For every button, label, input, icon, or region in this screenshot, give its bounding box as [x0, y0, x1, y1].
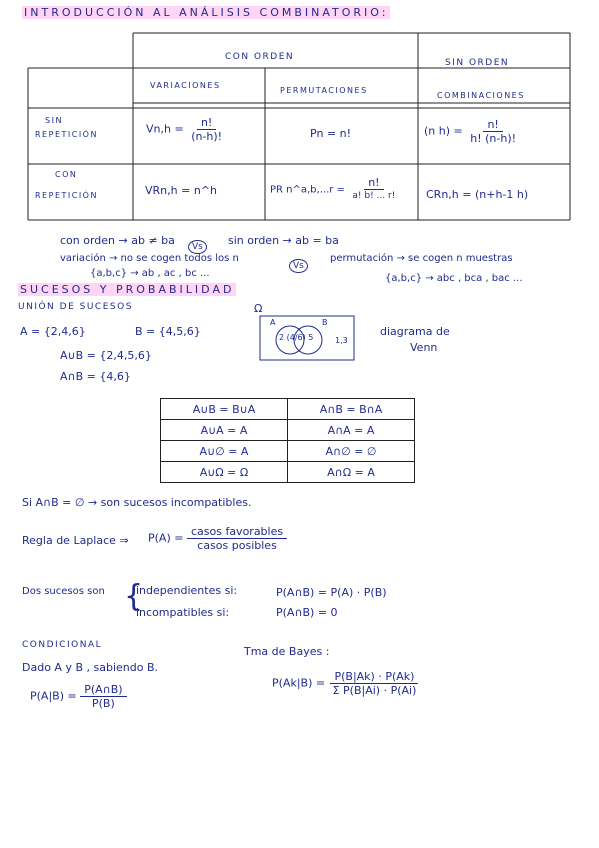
note-sin-orden: sin orden → ab = ba — [228, 234, 339, 247]
union-heading: UNIÓN DE SUCESOS — [18, 302, 133, 312]
condicional-dado: Dado A y B , sabiendo B. — [22, 661, 158, 674]
table-row — [161, 462, 415, 483]
note-variacion-example: {a,b,c} → ab , ac , bc ... — [90, 268, 210, 279]
bayes-numerator: P(B|Ak) · P(Ak) — [330, 670, 418, 684]
condicional-heading: CONDICIONAL — [22, 640, 103, 650]
condicional-lhs: P(A|B) = — [30, 689, 77, 703]
combinaciones-numerator: n! — [483, 118, 502, 132]
incompatibles-label: incompatibles si: — [136, 606, 230, 619]
table-cell: A∪A = A — [161, 420, 288, 441]
combinaciones-formula — [424, 118, 520, 145]
con-repeticion-label-1: CON — [55, 170, 78, 179]
laplace-label: Regla de Laplace ⇒ — [22, 534, 129, 547]
laplace-fraction — [187, 525, 287, 552]
variaciones-header: VARIACIONES — [150, 81, 221, 90]
vs-circle-1 — [188, 234, 207, 254]
incompatibles-formula: P(A∩B) = 0 — [276, 606, 338, 619]
permutaciones-repeticion-fraction — [348, 176, 399, 203]
section-sucesos-text: SUCESOS Y PROBABILIDAD — [20, 283, 235, 296]
combinaciones-lhs: (n h) = — [424, 124, 463, 138]
variaciones-numerator: n! — [197, 116, 216, 130]
variaciones-denominator: (n-h)! — [191, 130, 223, 143]
permutaciones-formula: Pn = n! — [310, 127, 352, 140]
venn-inner-elements: 2 (4/6) 5 — [279, 333, 314, 342]
note-con-orden: con orden → ab ≠ ba — [60, 234, 175, 247]
con-repeticion-label-2: REPETICIÓN — [35, 191, 98, 200]
variaciones-lhs: Vn,h = — [146, 122, 184, 136]
independientes-label: independientes si: — [136, 584, 238, 597]
permutaciones-repeticion-denominator: a! b! ... r! — [352, 191, 396, 201]
table-cell: A∩A = A — [288, 420, 415, 441]
set-properties-table — [160, 398, 415, 483]
variaciones-formula — [146, 116, 226, 143]
combinaciones-fraction — [466, 118, 520, 145]
variaciones-repeticion-formula: VRn,h = n^h — [145, 184, 217, 197]
laplace-denominator: casos posibles — [197, 539, 277, 552]
table-cell: A∪Ω = Ω — [161, 462, 288, 483]
table-cell: A∩∅ = ∅ — [288, 441, 415, 462]
table-row — [161, 420, 415, 441]
union-result: A∪B = {2,4,5,6} — [60, 349, 152, 362]
combinaciones-repeticion-formula: CRn,h = (n+h-1 h) — [426, 188, 529, 201]
venn-caption-1: diagrama de — [380, 325, 450, 338]
venn-label-a: A — [270, 318, 276, 327]
section-sucesos-title — [18, 283, 236, 296]
laplace-formula — [148, 525, 287, 552]
permutaciones-repeticion-numerator: n! — [364, 176, 383, 190]
note-variacion: variación → no se cogen todos los n — [60, 253, 239, 264]
omega-label: Ω — [254, 302, 263, 315]
laplace-numerator: casos favorables — [187, 525, 287, 539]
sin-orden-header: SIN ORDEN — [445, 58, 510, 68]
bayes-lhs: P(Ak|B) = — [272, 676, 326, 690]
condicional-denominator: P(B) — [92, 697, 115, 710]
bayes-formula — [272, 670, 420, 697]
brace-icon: { — [124, 579, 144, 614]
title-text: INTRODUCCIÓN AL ANÁLISIS COMBINATORIO: — [24, 6, 389, 19]
condicional-numerator: P(A∩B) — [80, 683, 126, 697]
permutaciones-repeticion-lhs: PR n^a,b,...r = — [270, 184, 345, 196]
table-cell: A∩B = B∩A — [288, 399, 415, 420]
permutaciones-repeticion-formula — [270, 176, 399, 203]
table-cell: A∪∅ = A — [161, 441, 288, 462]
table-cell: A∩Ω = A — [288, 462, 415, 483]
bayes-heading: Tma de Bayes : — [244, 645, 330, 658]
combinaciones-header: COMBINACIONES — [437, 91, 525, 100]
sin-repeticion-label-1: SIN — [45, 116, 63, 125]
table-row — [161, 441, 415, 462]
laplace-lhs: P(A) = — [148, 531, 184, 545]
permutaciones-header: PERMUTACIONES — [280, 86, 368, 95]
venn-outer-elements: 1,3 — [335, 336, 348, 345]
vs-circle-1-text: Vs — [188, 240, 207, 254]
intersection-result: A∩B = {4,6} — [60, 370, 131, 383]
dos-sucesos-label: Dos sucesos son — [22, 586, 105, 597]
venn-label-b: B — [322, 318, 328, 327]
note-permutacion-example: {a,b,c} → abc , bca , bac ... — [385, 273, 523, 284]
variaciones-fraction — [187, 116, 226, 143]
condicional-formula — [30, 683, 127, 710]
combinaciones-denominator: h! (n-h)! — [470, 132, 517, 145]
con-orden-header: CON ORDEN — [225, 52, 295, 62]
independientes-formula: P(A∩B) = P(A) · P(B) — [276, 586, 387, 599]
bayes-denominator: Σ P(B|Ai) · P(Ai) — [332, 684, 417, 697]
venn-caption-2: Venn — [410, 341, 438, 354]
set-a: A = {2,4,6} — [20, 325, 86, 338]
vs-circle-2 — [289, 253, 308, 273]
sin-repeticion-label-2: REPETICIÓN — [35, 130, 98, 139]
set-b: B = {4,5,6} — [135, 325, 201, 338]
note-permutacion: permutación → se cogen n muestras — [330, 253, 513, 264]
condicional-fraction — [80, 683, 126, 710]
bayes-fraction — [329, 670, 421, 697]
incompatible-note: Si A∩B = ∅ → son sucesos incompatibles. — [22, 496, 252, 509]
table-cell: A∪B = B∪A — [161, 399, 288, 420]
table-row — [161, 399, 415, 420]
vs-circle-2-text: Vs — [289, 259, 308, 273]
